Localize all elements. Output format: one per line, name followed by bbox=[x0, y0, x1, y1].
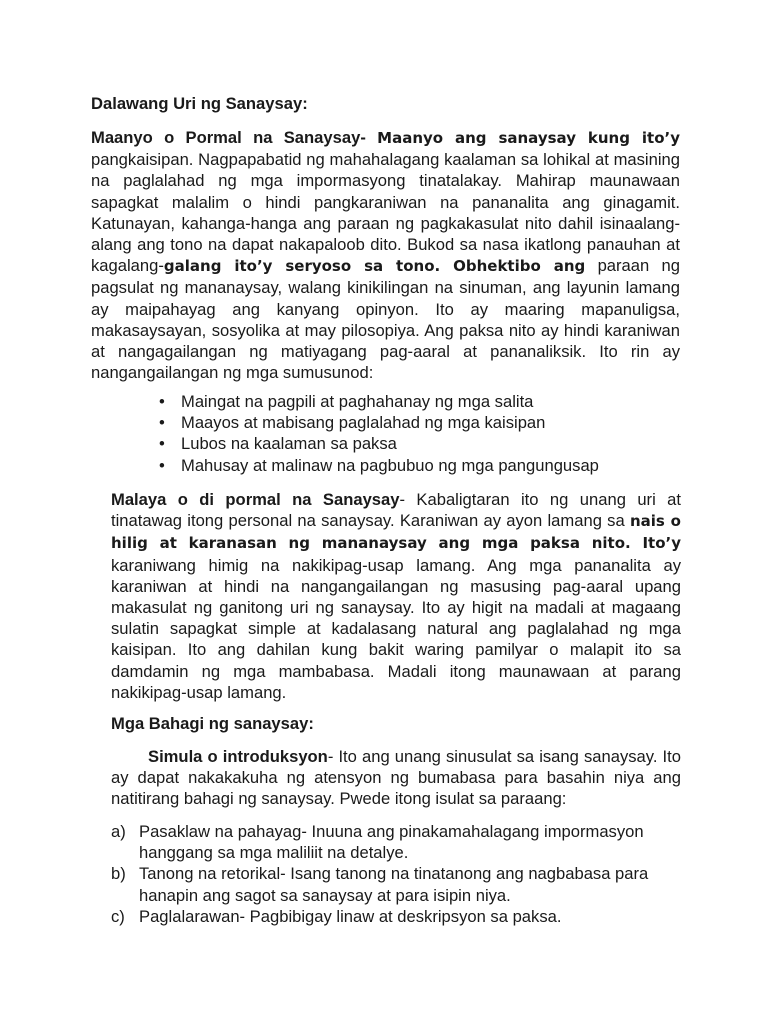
malaya-text-1: - Kabaligtaran ito ng unang uri at tinatawag itong personal na sanaysay. Karaniwan ay ayon lamang sa bbox=[111, 490, 682, 531]
list-marker: b) bbox=[111, 864, 126, 884]
pormal-lead: Maanyo ang sanaysay kung ito’y bbox=[377, 129, 680, 147]
list-item-text: Pasaklaw na pahayag- Inuuna ang pinakamahalagang impormasyon hanggang sa mga maliliit na detalye. bbox=[139, 822, 644, 863]
list-item bbox=[111, 906, 681, 927]
bullet-icon: • bbox=[159, 434, 165, 454]
pormal-text-1: pangkaisipan. Nagpapabatid ng mahahalagang kaalaman sa lohikal at masining na paglalahad ng mga impormasyong tinatalakay. Mahirap maunawaan sapagkat malalim o hindi pangkaraniwan na pananalita ang ginagamit. Katunayan, kahanga-hanga ang paraan ng pagkakasulat nito dahil isinaalang-alang ang tono na dapat nakapaloob dito. Bukod sa nasa ikatlong panauhan at kagalang- bbox=[91, 150, 680, 276]
bullet-list bbox=[157, 391, 599, 476]
bullet-item bbox=[157, 433, 599, 454]
bullet-icon: • bbox=[159, 413, 165, 433]
paragraph-pormal bbox=[91, 127, 680, 383]
malaya-bold-1: nais o hilig at karanasan ng mananaysay ang mga paksa nito. Ito’y bbox=[111, 512, 681, 553]
bullet-text: Lubos na kaalaman sa paksa bbox=[181, 434, 397, 454]
bullet-icon: • bbox=[159, 455, 165, 475]
heading-dalawang-uri: Dalawang Uri ng Sanaysay: bbox=[91, 94, 308, 113]
list-item-text: Tanong na retorikal- Isang tanong na tinatanong ang nagbabasa para hanapin ang sagot sa sanaysay at para isipin niya. bbox=[139, 864, 649, 905]
list-marker: c) bbox=[111, 906, 125, 926]
list-item bbox=[111, 863, 681, 905]
list-item bbox=[111, 821, 681, 863]
paragraph-malaya bbox=[111, 489, 681, 703]
pormal-text-2: paraan ng pagsulat ng mananaysay, walang kinikilingan na sinuman, ang layunin lamang ay maipahayag ang kanyang opinyon. Ito ay maaring mapanuligsa, makasaysayan, sosyolika at may pilosopiya. Ang paksa nito ay hindi karaniwan at nangagailangan ng matiyagang pag-aaral at pananaliksik. Ito rin ay nangangailangan ng mga sumusunod: bbox=[91, 256, 680, 383]
simula-text: - Ito ang unang sinusulat sa isang sanaysay. Ito ay dapat nakakakuha ng atensyon ng bumabasa para basahin niya ang natitirang bahagi ng sanaysay. Pwede itong isulat sa paraang: bbox=[111, 747, 681, 809]
malaya-title: Malaya o di pormal na Sanaysay bbox=[111, 490, 400, 509]
list-item-text: Paglalarawan- Pagbibigay linaw at deskripsyon sa paksa. bbox=[139, 906, 562, 926]
list-marker: a) bbox=[111, 822, 126, 841]
bullet-item bbox=[157, 412, 599, 433]
bullet-text: Mahusay at malinaw na pagbubuo ng mga pangungusap bbox=[181, 455, 599, 475]
pormal-bold-1: galang ito’y seryoso sa tono. Obhektibo ang bbox=[163, 257, 586, 276]
bullet-item bbox=[157, 455, 599, 476]
bullet-icon: • bbox=[159, 392, 165, 411]
bullet-text: Maayos at mabisang paglalahad ng mga kaisipan bbox=[181, 413, 546, 433]
simula-title: Simula o introduksyon bbox=[148, 747, 328, 766]
malaya-text-2: karaniwang himig na nakikipag-usap lamang. Ang mga pananalita ay karaniwan at hindi na nangangailangan ng masusing pag-aaral upang makasulat ng ganitong uri ng sanaysay. Ito ay higit na madali at magaang sulatin sapagkat simple at kadalasang natural ang paglalahad ng mga kaisipan. Ito ang dahilan kung bakit waring pamilyar o malapit ito sa damdamin ng mga mambabasa. Madali itong maunawaan at parang nakikipag-usap lamang. bbox=[111, 555, 681, 702]
bullet-item bbox=[157, 391, 599, 412]
bullet-text: Maingat na pagpili at paghahanay ng mga salita bbox=[181, 392, 534, 411]
pormal-title: Maanyo o Pormal na Sanaysay- bbox=[91, 128, 366, 147]
paragraph-simula bbox=[111, 746, 681, 810]
introduction-methods-list bbox=[111, 821, 681, 927]
heading-mga-bahagi: Mga Bahagi ng sanaysay: bbox=[111, 714, 314, 733]
